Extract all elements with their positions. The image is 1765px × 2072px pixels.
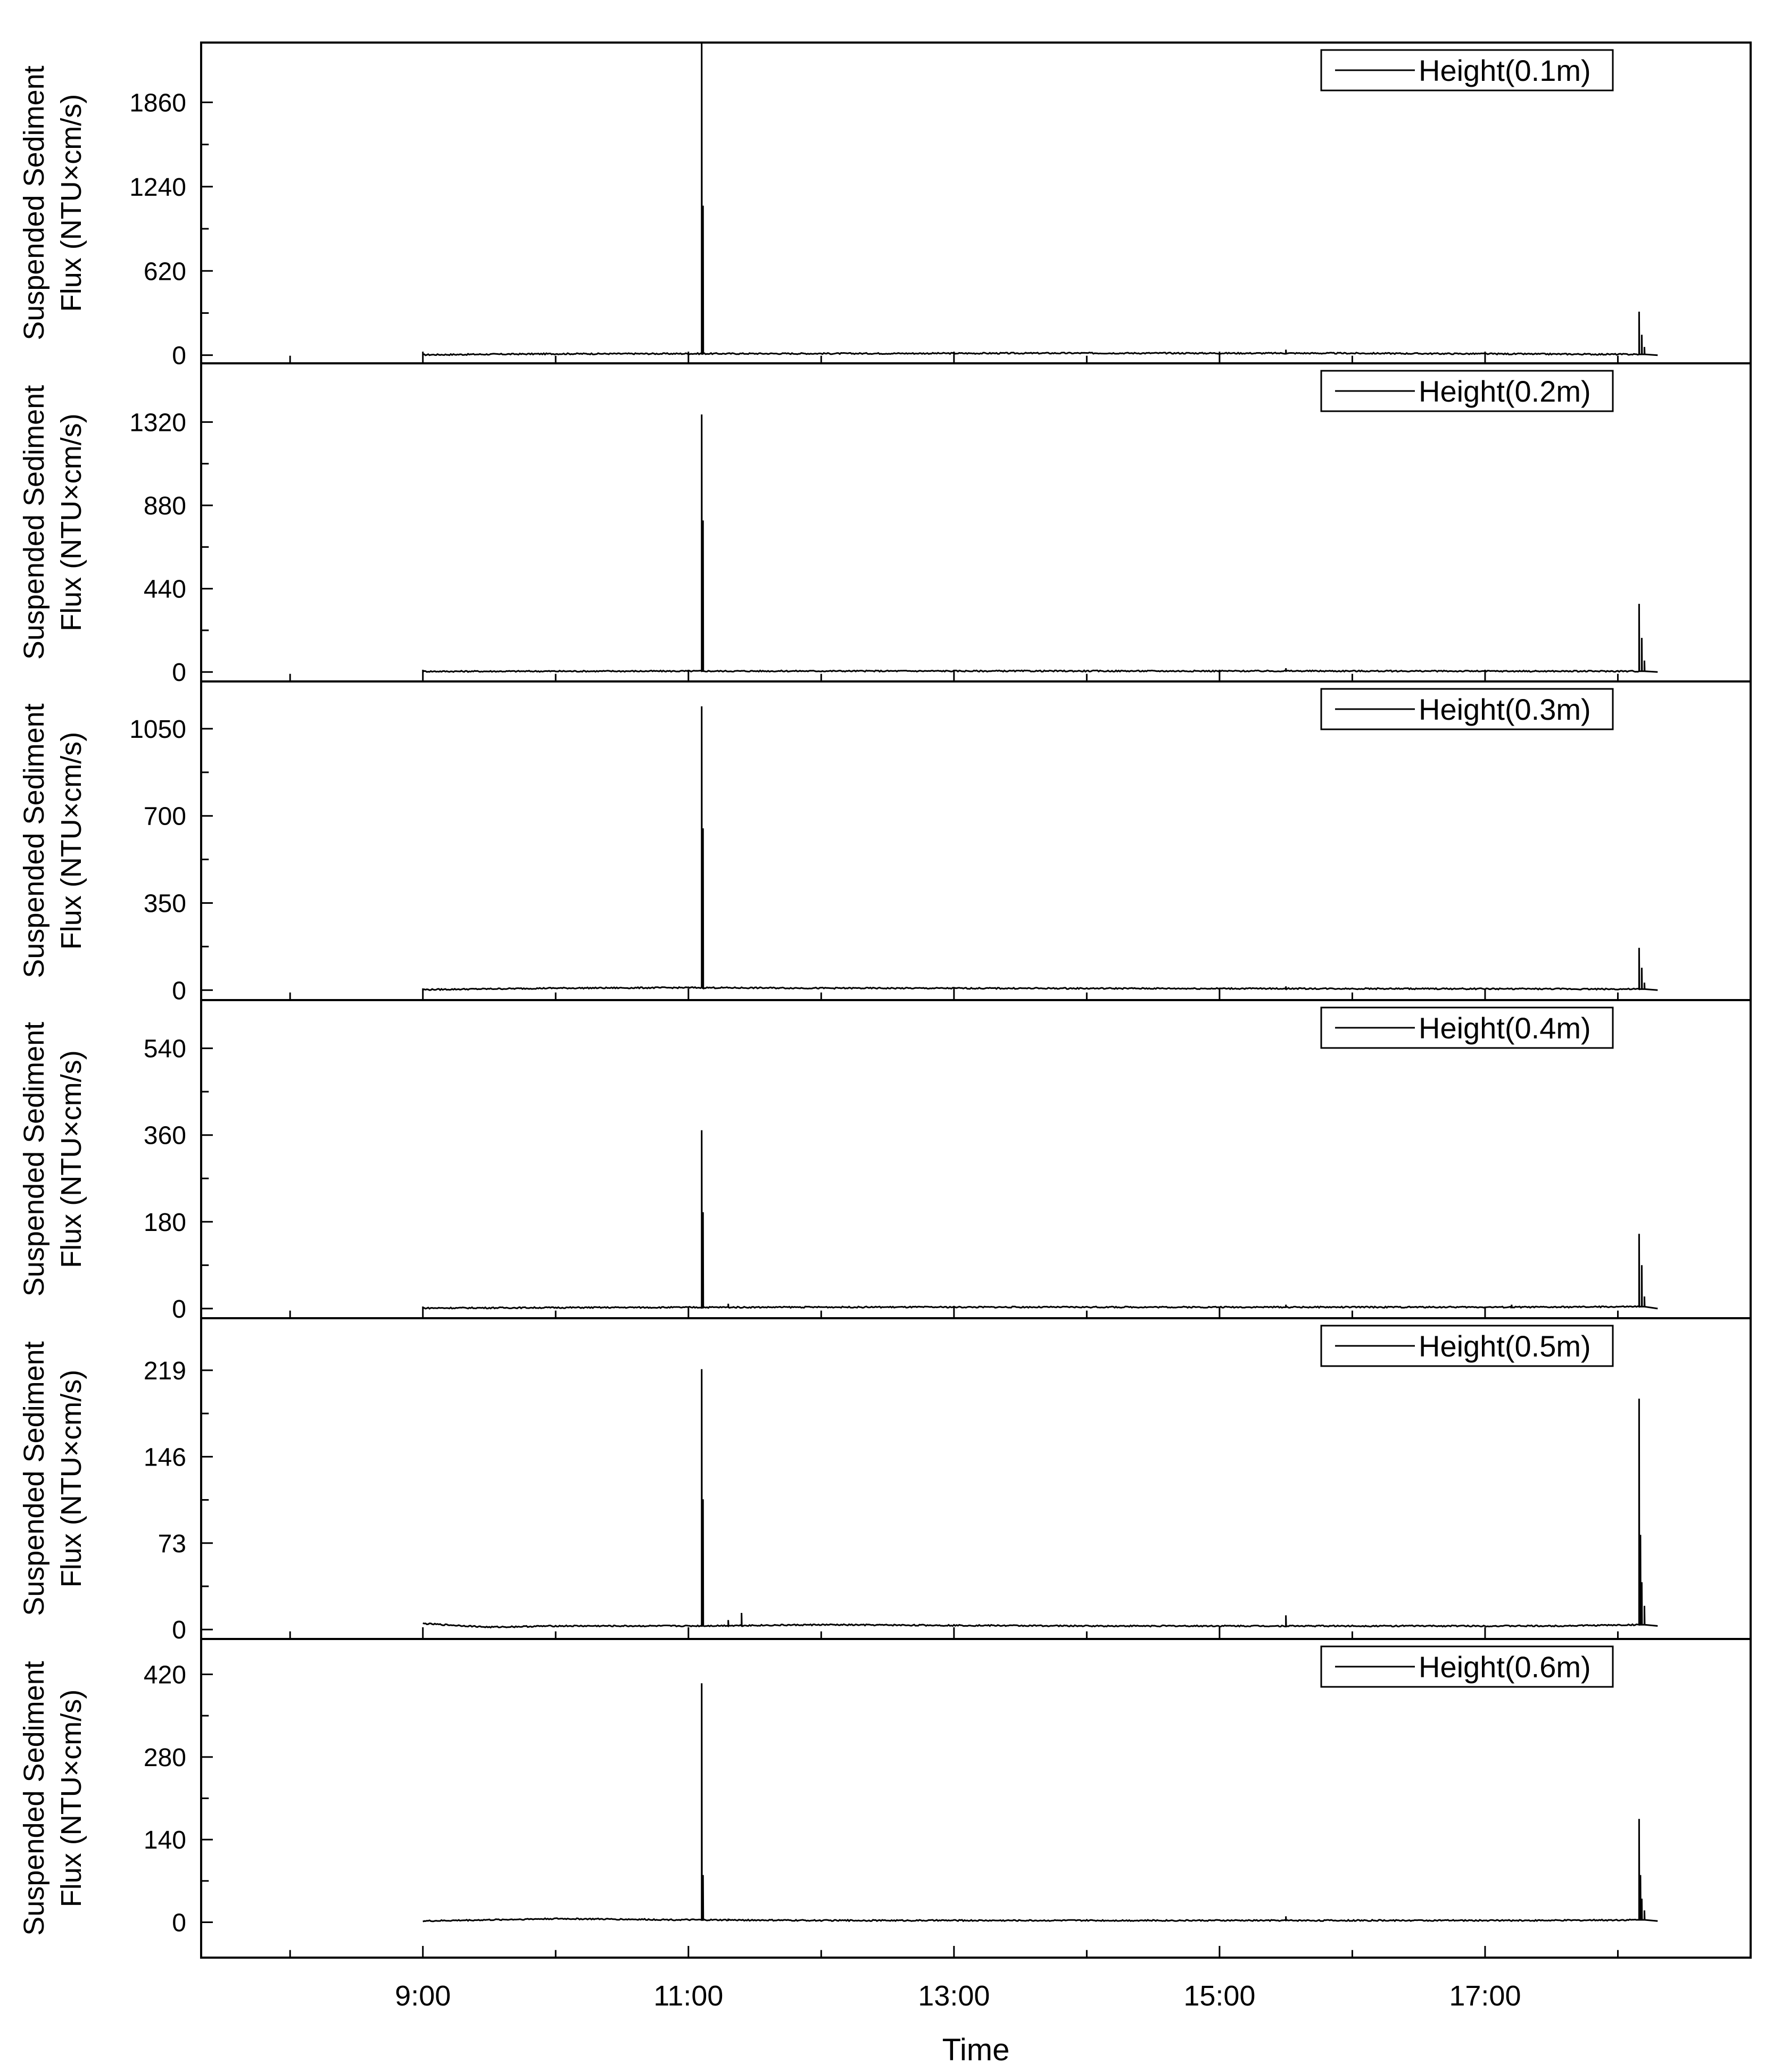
panel-1-y-tick-label: 620	[143, 257, 186, 286]
panel-2-series-line	[423, 414, 1658, 672]
panel-4-y-axis-label-line2: Flux (NTU×cm/s)	[55, 1050, 87, 1268]
panel-2-y-tick-label: 0	[172, 659, 186, 687]
panel-5-y-axis-label-line1: Suspended Sediment	[18, 1341, 50, 1616]
panel-1-y-tick-label: 1860	[129, 89, 186, 118]
panel-4-y-axis-label-line1: Suspended Sediment	[18, 1021, 50, 1297]
panel-3-legend-label: Height(0.3m)	[1419, 693, 1591, 726]
panel-5-legend-label: Height(0.5m)	[1419, 1329, 1591, 1363]
panel-3-y-axis-label-line1: Suspended Sediment	[18, 703, 50, 978]
panel-1-y-axis-label-line2: Flux (NTU×cm/s)	[55, 94, 87, 312]
panel-2-legend-label: Height(0.2m)	[1419, 375, 1591, 408]
panel-1-legend-label: Height(0.1m)	[1419, 54, 1591, 87]
x-tick-label: 9:00	[395, 1980, 451, 2012]
panel-4-y-tick-label: 540	[143, 1035, 186, 1063]
panel-4-y-tick-label: 360	[143, 1121, 186, 1150]
panel-1-y-tick-label: 1240	[129, 173, 186, 202]
x-tick-label: 15:00	[1183, 1980, 1256, 2012]
panel-1-y-axis-label-line1: Suspended Sediment	[18, 65, 50, 340]
panel-2-y-axis-label-line2: Flux (NTU×cm/s)	[55, 413, 87, 631]
panel-2-y-axis-label-line1: Suspended Sediment	[18, 385, 50, 660]
panel-1-y-tick-label: 0	[172, 342, 186, 370]
panel-5-y-tick-label: 73	[158, 1529, 186, 1558]
panel-6-legend-label: Height(0.6m)	[1419, 1650, 1591, 1684]
panel-3-y-axis-label-line2: Flux (NTU×cm/s)	[55, 731, 87, 950]
panel-3-y-tick-label: 0	[172, 977, 186, 1005]
panel-6-y-tick-label: 280	[143, 1743, 186, 1772]
panel-4-y-tick-label: 0	[172, 1295, 186, 1324]
x-tick-label: 17:00	[1449, 1980, 1521, 2012]
panel-5-y-tick-label: 219	[143, 1357, 186, 1385]
x-tick-label: 11:00	[653, 1980, 724, 2012]
x-tick-label: 13:00	[918, 1980, 990, 2012]
panel-3-y-tick-label: 1050	[129, 715, 186, 744]
panel-6-y-axis-label-line2: Flux (NTU×cm/s)	[55, 1689, 87, 1908]
panel-6-series-line	[423, 1683, 1658, 1921]
panel-3-series-line	[423, 706, 1658, 991]
panel-2-y-tick-label: 1320	[129, 409, 186, 437]
panel-6-y-tick-label: 140	[143, 1826, 186, 1855]
panel-6-y-tick-label: 420	[143, 1661, 186, 1690]
panel-2-y-tick-label: 880	[143, 492, 186, 520]
panel-4-legend-label: Height(0.4m)	[1419, 1011, 1591, 1045]
panel-4-series-line	[423, 1130, 1658, 1309]
panel-4-y-tick-label: 180	[143, 1208, 186, 1237]
panel-3-y-tick-label: 700	[143, 802, 186, 831]
x-axis-label: Time	[942, 2033, 1010, 2067]
panel-5-y-tick-label: 146	[143, 1443, 186, 1472]
panel-3-y-tick-label: 350	[143, 889, 186, 918]
panel-5-series-line	[423, 1369, 1658, 1628]
panel-2-y-tick-label: 440	[143, 575, 186, 604]
panel-6-y-tick-label: 0	[172, 1909, 186, 1937]
panel-6-y-axis-label-line1: Suspended Sediment	[18, 1661, 50, 1936]
panel-5-y-axis-label-line2: Flux (NTU×cm/s)	[55, 1369, 87, 1588]
panel-5-y-tick-label: 0	[172, 1616, 186, 1645]
